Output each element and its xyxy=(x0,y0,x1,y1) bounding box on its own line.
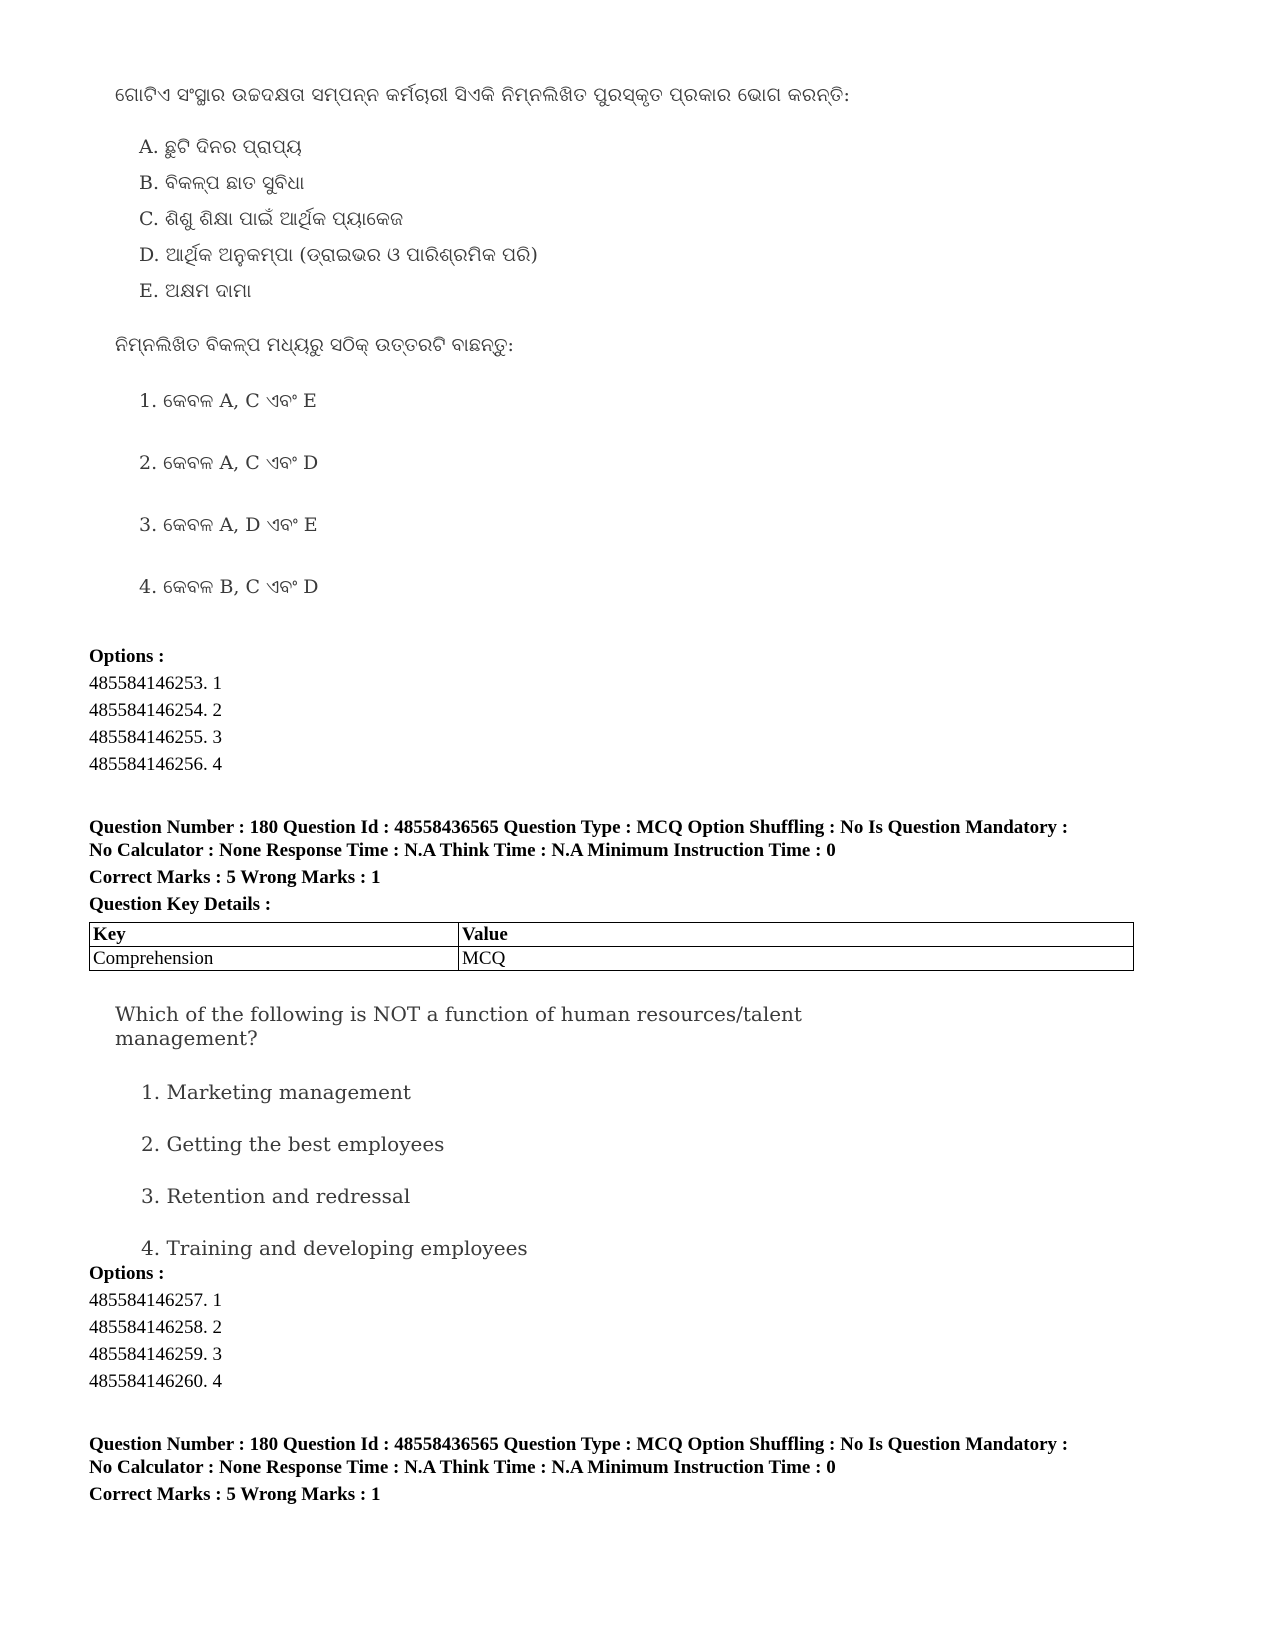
table-cell: MCQ xyxy=(459,947,1134,971)
question-meta xyxy=(89,1433,1139,1508)
question-text: ଗୋଟିଏ ସଂସ୍ଥାର ଉଚ୍ଚଦକ୍ଷତା ସମ୍ପନ୍ନ କର୍ମଚାରୀ ସିଏକି ନିମ୍ନଲିଖିତ ପୁରସ୍କୃତ ପ୍ରକାର ଭୋଗ କରନ୍ତି: xyxy=(115,84,851,106)
options-block xyxy=(89,643,1139,778)
answer-choice: 4. କେବଳ B, C ଏବଂ D xyxy=(139,576,319,598)
key-table-wrap xyxy=(89,922,1139,971)
options-label: Options : xyxy=(89,1263,165,1284)
meta-line: No Calculator : None Response Time : N.A Think Time : N.A Minimum Instruction Time : 0 xyxy=(89,1457,836,1478)
statement-item: A. ଛୁଟି ଦିନର ପ୍ରାପ୍ୟ xyxy=(139,136,302,158)
option-item: 485584146253. 1 xyxy=(89,673,222,694)
marks-line: Correct Marks : 5 Wrong Marks : 1 xyxy=(89,1484,381,1505)
option-item: 485584146254. 2 xyxy=(89,700,222,721)
option-item: 485584146259. 3 xyxy=(89,1344,222,1365)
table-cell: Comprehension xyxy=(90,947,459,971)
option-item: 485584146255. 3 xyxy=(89,727,222,748)
option-item: 485584146258. 2 xyxy=(89,1317,222,1338)
instruction-text: ନିମ୍ନଲିଖିତ ବିକଳ୍ପ ମଧ୍ୟରୁ ସଠିକ୍ ଉତ୍ତରଟି ବାଛନ୍ତୁ: xyxy=(115,334,514,356)
statement-item: B. ବିକଳ୍ପ ଛାତ ସୁବିଧା xyxy=(139,172,305,194)
statement-item: E. ଅକ୍ଷମ ଦାମା xyxy=(139,280,252,302)
answer-choice: 3. Retention and redressal xyxy=(141,1184,411,1208)
meta-line: Question Number : 180 Question Id : 48558436565 Question Type : MCQ Option Shuffling : No Is Question Mandatory : xyxy=(89,817,1069,838)
option-item: 485584146256. 4 xyxy=(89,754,222,775)
question-meta xyxy=(89,816,1139,918)
option-item: 485584146257. 1 xyxy=(89,1290,222,1311)
answer-choice: 1. କେବଳ A, C ଏବଂ E xyxy=(139,390,317,412)
key-table xyxy=(89,922,1134,971)
answer-choice: 2. Getting the best employees xyxy=(141,1132,445,1156)
table-row xyxy=(90,947,1134,971)
question-text: Which of the following is NOT a function of human resources/talent management? xyxy=(115,1002,802,1050)
statement-item: D. ଆର୍ଥିକ ଅନୁକମ୍ପା (ଡ୍ରାଇଭର ଓ ପାରିଶ୍ରମିକ ପରି) xyxy=(139,244,538,266)
answer-choice: 2. କେବଳ A, C ଏବଂ D xyxy=(139,452,319,474)
table-header-cell: Value xyxy=(459,923,1134,947)
answer-choice: 4. Training and developing employees xyxy=(141,1236,528,1260)
key-details-label: Question Key Details : xyxy=(89,894,272,915)
question-image-odia xyxy=(115,84,875,638)
options-label: Options : xyxy=(89,646,165,667)
table-header-row xyxy=(90,923,1134,947)
statement-item: C. ଶିଶୁ ଶିକ୍ଷା ପାଇଁ ଆର୍ଥିକ ପ୍ୟାକେଜ xyxy=(139,208,404,230)
meta-line: No Calculator : None Response Time : N.A Think Time : N.A Minimum Instruction Time : 0 xyxy=(89,840,836,861)
option-item: 485584146260. 4 xyxy=(89,1371,222,1392)
table-header-cell: Key xyxy=(90,923,459,947)
answer-choice: 1. Marketing management xyxy=(141,1080,411,1104)
options-block xyxy=(89,1260,1139,1395)
meta-line: Question Number : 180 Question Id : 48558436565 Question Type : MCQ Option Shuffling : No Is Question Mandatory : xyxy=(89,1434,1069,1455)
marks-line: Correct Marks : 5 Wrong Marks : 1 xyxy=(89,867,381,888)
question-image-english xyxy=(115,1002,935,1288)
answer-choice: 3. କେବଳ A, D ଏବଂ E xyxy=(139,514,318,536)
